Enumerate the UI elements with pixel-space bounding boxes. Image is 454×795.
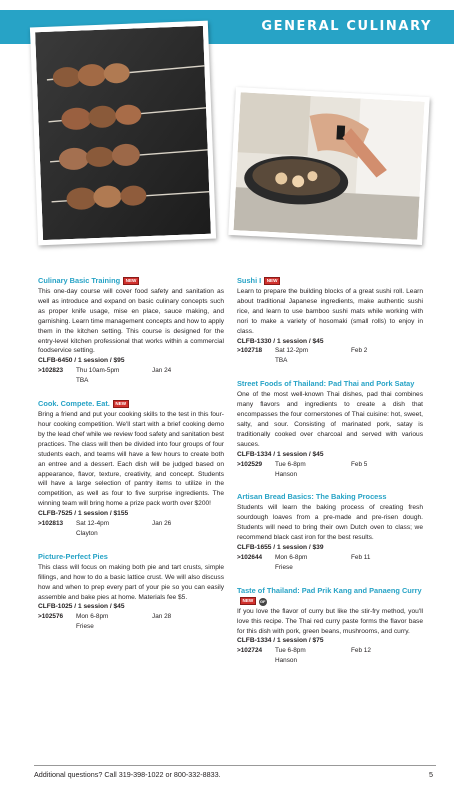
course-title: Sushi I NEW bbox=[237, 276, 423, 286]
course-title: Culinary Basic Training NEW bbox=[38, 276, 224, 286]
session-number: >102813 bbox=[38, 520, 64, 528]
course-code: CLFB-7525 / 1 session / $155 bbox=[38, 510, 129, 518]
course-session bbox=[38, 366, 224, 376]
session-instructor: Hanson bbox=[275, 470, 298, 478]
course-culinary-basic-training bbox=[38, 276, 224, 386]
course-street-foods-thailand bbox=[237, 379, 423, 479]
course-description: This one-day course will cover food safety and sanitation as well as introduce and expand on basic culinary concepts such as proper knife usage, mise en place, sauce making, and garnishing. Learn time management concepts and how to apply them in the kitchen setting. This course is designed for the entry-level kitchen professional that works within a commercial foodservice setting. bbox=[38, 288, 224, 355]
course-sushi-i bbox=[237, 276, 423, 366]
skewers-image bbox=[35, 26, 211, 240]
session-time: Tue 6-8pm bbox=[275, 647, 306, 655]
course-code: CLFB-1655 / 1 session / $39 bbox=[237, 544, 324, 552]
course-session bbox=[237, 460, 423, 470]
course-code: CLFB-1330 / 1 session / $45 bbox=[237, 337, 324, 345]
course-description: If you love the flavor of curry but like the stir-fry method, you'll love this recipe. The Thai red curry paste forms the flavor base for this dish with pork, green beans, mushrooms, and curry. bbox=[237, 607, 423, 635]
session-instructor: Hanson bbox=[275, 657, 298, 665]
session-date: Feb 11 bbox=[351, 553, 371, 561]
left-column bbox=[38, 276, 224, 645]
course-taste-of-thailand bbox=[237, 586, 423, 666]
footer-divider bbox=[34, 765, 436, 766]
session-date: Feb 12 bbox=[351, 647, 371, 655]
session-number: >102718 bbox=[237, 347, 263, 355]
course-description: Students will learn the baking process of creating fresh sourdough loaves from a pre-made and pre-risen dough. Students will need to bring their own Dutch oven to class; we recommend black cast iron for the best results. bbox=[237, 504, 423, 542]
session-instructor: Friese bbox=[275, 563, 293, 571]
section-title: GENERAL CULINARY bbox=[261, 19, 432, 34]
footer-contact: Additional questions? Call 319-398-1022 or 800-332-8833. bbox=[34, 770, 221, 779]
session-time: Thu 10am-5pm bbox=[76, 367, 120, 375]
session-date: Feb 2 bbox=[351, 347, 368, 355]
session-number: >102724 bbox=[237, 647, 263, 655]
new-badge: NEW bbox=[123, 277, 139, 285]
new-badge: NEW bbox=[264, 277, 280, 285]
course-title: Picture-Perfect Pies bbox=[38, 551, 108, 561]
course-session bbox=[237, 646, 423, 656]
course-title: Street Foods of Thailand: Pad Thai and Pork Satay bbox=[237, 379, 415, 389]
new-badge: NEW bbox=[113, 400, 129, 408]
session-number: >102576 bbox=[38, 613, 64, 621]
session-date: Jan 24 bbox=[152, 367, 172, 375]
course-session bbox=[237, 553, 423, 563]
gluten-free-icon: GF bbox=[259, 598, 266, 604]
course-session bbox=[38, 612, 224, 622]
session-number: >102823 bbox=[38, 367, 64, 375]
chef-cooking-photo bbox=[228, 87, 429, 245]
course-session bbox=[38, 519, 224, 529]
session-time: Sat 12-4pm bbox=[76, 520, 110, 528]
right-column bbox=[237, 276, 423, 679]
course-title: Cook. Compete. Eat. NEW bbox=[38, 399, 224, 409]
course-code: CLFB-1334 / 1 session / $75 bbox=[237, 637, 324, 645]
course-code: CLFB-1025 / 1 session / $45 bbox=[38, 603, 125, 611]
course-picture-perfect-pies bbox=[38, 552, 224, 632]
session-time: Mon 6-8pm bbox=[76, 613, 109, 621]
course-session bbox=[237, 346, 423, 356]
course-title: Taste of Thailand: Pad Prik Kang and Panaeng CurryNEW GF bbox=[237, 585, 422, 604]
session-number: >102529 bbox=[237, 460, 263, 468]
page-number: 5 bbox=[429, 770, 433, 779]
new-badge: NEW bbox=[240, 597, 256, 605]
course-code: CLFB-1334 / 1 session / $45 bbox=[237, 450, 324, 458]
skewers-photo bbox=[30, 21, 216, 246]
course-description: One of the most well-known Thai dishes, pad thai combines many flavors and ingredients to create a dish that encompasses the four cornerstones of Thai cuisine: hot, sweet, salty, and sour. Consisting of marinated pork, satay is traditionally cooked over charcoal and served with various sauces. bbox=[237, 391, 423, 448]
session-time: Mon 6-8pm bbox=[275, 553, 308, 561]
course-code: CLFB-6450 / 1 session / $95 bbox=[38, 357, 125, 365]
course-cook-compete-eat bbox=[38, 399, 224, 539]
session-instructor: Friese bbox=[76, 623, 94, 631]
session-date: Feb 5 bbox=[351, 460, 368, 468]
session-instructor: Clayton bbox=[76, 529, 98, 537]
chef-cooking-image bbox=[234, 92, 425, 239]
session-date: Jan 26 bbox=[152, 520, 172, 528]
session-number: >102644 bbox=[237, 553, 263, 561]
course-description: Learn to prepare the building blocks of a great sushi roll. Learn about traditional Japanese ingredients, make authentic sushi rice, and learn to use bamboo sushi mats while working with nori to make a variety of hosomaki (small rolls) to enjoy in class. bbox=[237, 288, 423, 335]
course-artisan-bread-basics bbox=[237, 492, 423, 572]
course-description: This class will focus on making both pie and tart crusts, simple fillings, and how to do a basic lattice crust. We will also discuss how and when to prep every part of your pie so you can easily assemble and bake pies at home. Materials fee $5. bbox=[38, 563, 224, 601]
course-title: Artisan Bread Basics: The Baking Process bbox=[237, 492, 387, 502]
session-date: Jan 28 bbox=[152, 613, 172, 621]
session-time: Tue 6-8pm bbox=[275, 460, 306, 468]
session-instructor: TBA bbox=[275, 357, 288, 365]
course-description: Bring a friend and put your cooking skills to the test in this four-hour cooking competition. We'll start with a brief cooking demo by the lead chef while we review food safety and sanitation best practices. The class will then be divided into four groups of four students each, and teams will have a few hours to create both an entree and a dessert. Each dish will be judged based on appearance, flavor, texture, creativity, and concept. Students will have a large selection of pantry items to utilize in the competition, as well as four to five surprise ingredients. The winning team will bring home a prize pack worth over $200! bbox=[38, 411, 224, 508]
session-instructor: TBA bbox=[76, 377, 89, 385]
session-time: Sat 12-2pm bbox=[275, 347, 309, 355]
